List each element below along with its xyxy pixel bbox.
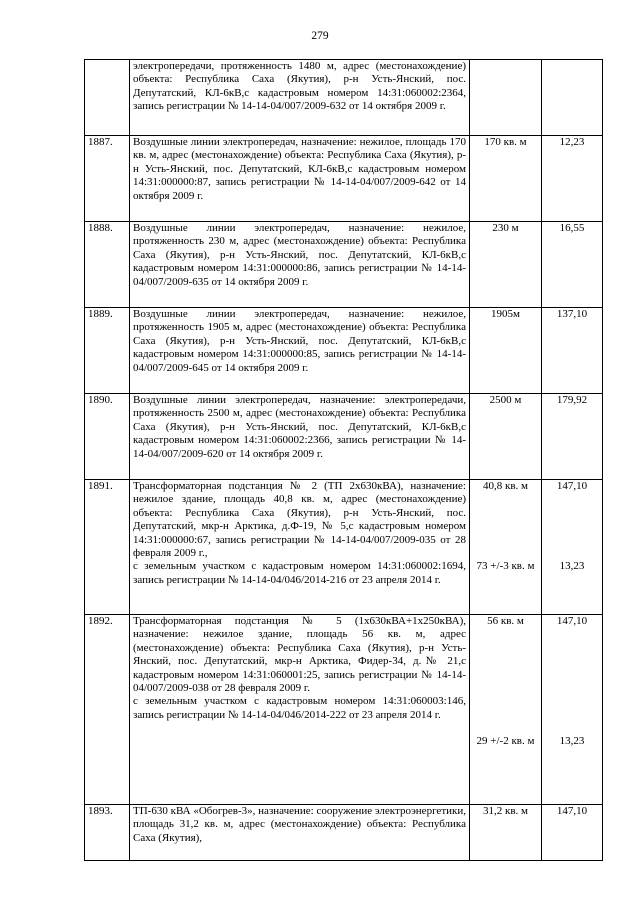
building-value: 147,10 <box>556 615 588 627</box>
table-row <box>85 394 603 480</box>
row-value <box>542 60 603 136</box>
row-value <box>542 615 603 805</box>
description-text: Трансформаторная подстанция № 2 (ТП 2х630кВА), назначение: нежилое здание, площадь 40,8 кв. м, адрес (местонахождение) объекта: Республика Саха (Якутия), р-н Усть-Янский, пос. Депутатский, мкр-н Арктика, д.Ф-19, № 5,с кадастровым номером 14:31:000000:67, запись регистрации № 14-14-04/007/2009-035 от 28 февраля 2009 г., <box>133 480 466 560</box>
row-area: 2500 м <box>470 394 542 480</box>
description-text: Трансформаторная подстанция № 5 (1х630кВА+1х250кВА), назначение: нежилое здание, площадь 56 кв. м, адрес (местонахождение) объекта: Республика Саха (Якутия), р-н Усть-Янский, пос. Депутатский, мкр-н Арктика, Фидер-34, д.№ 21,с кадастровым номером 14:31:060001:25, запись регистрации № 14-14-04/007/2009-038 от 28 февраля 2009 г. <box>133 615 466 695</box>
row-number: 1889. <box>85 308 130 394</box>
row-number: 1888. <box>85 222 130 308</box>
row-area: 170 кв. м <box>470 136 542 222</box>
row-description <box>130 615 470 805</box>
table-row <box>85 136 603 222</box>
description-text: Воздушные линии электропередач, назначение: нежилое, протяженность 1905 м, адрес (местонахождение) объекта: Республика Саха (Якутия), р-н Усть-Янский, пос. Депутатский, КЛ-6кВ,с кадастровым номером 14:31:000000:85, запись регистрации № 14-14-04/007/2009-645 от 14 октября 2009 г. <box>133 308 466 374</box>
table-row <box>85 222 603 308</box>
row-number <box>85 60 130 136</box>
building-area: 56 кв. м <box>487 615 524 627</box>
row-value <box>542 480 603 615</box>
page-number: 279 <box>311 30 329 42</box>
description-text: Воздушные линии электропередач, назначение: электропередачи, протяженность 2500 м, адрес (местонахождение) объекта: Республика Саха (Якутия), р-н Усть-Янский, пос. Депутатский, КЛ-6кВ,с кадастровым номером 14:31:060002:2366, запись регистрации № 14-14-04/007/2009-620 от 14 октября 2009 г. <box>133 394 466 460</box>
land-plot-text: с земельным участком с кадастровым номером 14:31:060003:146, запись регистрации № 14-14-04/046/2014-222 от 23 апреля 2014 г. <box>133 695 466 721</box>
land-plot-area: 29 +/-2 кв. м <box>476 735 535 748</box>
description-text: Воздушные линии электропередач, назначение: нежилое, протяженность 230 м, адрес (местонахождение) объекта: Республика Саха (Якутия), р-н Усть-Янский, пос. Депутатский, КЛ-6кВ,с кадастровым номером 14:31:000000:86, запись регистрации № 14-14-04/007/2009-635 от 14 октября 2009 г. <box>133 222 466 288</box>
row-area <box>470 60 542 136</box>
row-description <box>130 394 470 480</box>
row-area <box>470 480 542 615</box>
table-row <box>85 60 603 136</box>
row-value: 16,55 <box>542 222 603 308</box>
row-value: 12,23 <box>542 136 603 222</box>
land-plot-text: с земельным участком с кадастровым номером 14:31:060002:1694, запись регистрации № 14-14-04/046/2014-216 от 23 апреля 2014 г. <box>133 560 466 586</box>
description-text: электропередачи, протяженность 1480 м, адрес (местонахождение) объекта: Республика Саха (Якутия), р-н Усть-Янский, пос. Депутатский, КЛ-6кВ,с кадастровым номером 14:31:060002:2364, запись регистрации № 14-14-04/007/2009-632 от 14 октября 2009 г. <box>133 60 466 113</box>
row-description <box>130 60 470 136</box>
row-description <box>130 480 470 615</box>
row-value: 147,10 <box>542 805 603 861</box>
table-row <box>85 308 603 394</box>
building-value: 147,10 <box>556 480 588 492</box>
row-area: 230 м <box>470 222 542 308</box>
land-plot-value: 13,23 <box>559 735 585 748</box>
row-description <box>130 805 470 861</box>
land-plot-area: 73 +/-3 кв. м <box>476 560 535 573</box>
row-number: 1893. <box>85 805 130 861</box>
row-description <box>130 308 470 394</box>
row-number: 1892. <box>85 615 130 805</box>
row-value: 179,92 <box>542 394 603 480</box>
table-row <box>85 480 603 615</box>
building-area: 40,8 кв. м <box>483 480 528 492</box>
row-number: 1891. <box>85 480 130 615</box>
table-row <box>85 615 603 805</box>
row-number: 1887. <box>85 136 130 222</box>
row-area: 31,2 кв. м <box>470 805 542 861</box>
row-number: 1890. <box>85 394 130 480</box>
table-row <box>85 805 603 861</box>
property-register-table <box>84 59 603 861</box>
land-plot-value: 13,23 <box>559 560 585 573</box>
description-text: Воздушные линии электропередач, назначение: нежилое, площадь 170 кв. м, адрес (местонахождение) объекта: Республика Саха (Якутия), р-н Усть-Янский, пос. Депутатский, КЛ-6кВ,с кадастровым номером 14:31:000000:87, запись регистрации № 14-14-04/007/2009-642 от 14 октября 2009 г. <box>133 136 466 202</box>
row-description <box>130 222 470 308</box>
row-value: 137,10 <box>542 308 603 394</box>
description-text: ТП-630 кВА «Обогрев-3», назначение: сооружение электроэнергетики, площадь 31,2 кв. м, адрес (местонахождение) объекта: Республика Саха (Якутия), <box>133 805 466 844</box>
row-description <box>130 136 470 222</box>
row-area <box>470 615 542 805</box>
row-area: 1905м <box>470 308 542 394</box>
